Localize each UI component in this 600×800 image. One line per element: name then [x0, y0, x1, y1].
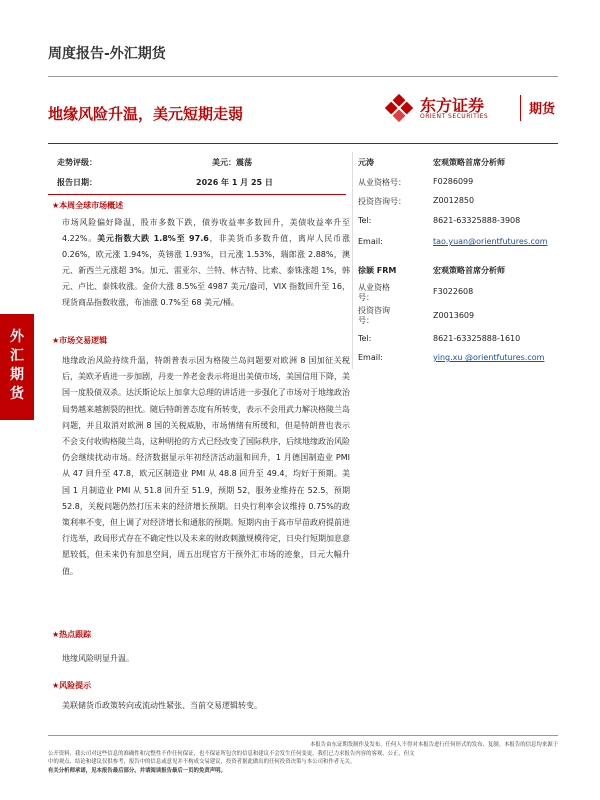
top-divider: [48, 76, 558, 77]
footer-divider: [48, 735, 558, 736]
analyst-qual-label-cont: 号：: [358, 293, 374, 302]
analyst-qual-number: F0286099: [433, 177, 474, 186]
analyst-name: 元涛: [358, 158, 374, 167]
analyst-name: 徐颖 FRM: [358, 266, 397, 275]
column-divider: [352, 152, 353, 369]
analyst-email-link[interactable]: tao.yuan@orientfutures.com: [433, 237, 548, 246]
section-body-risk: 美联储货币政策转向或流动性紧张、当前交易逻辑转变。: [62, 701, 262, 710]
date-value: 2026 年 1 月 25 日: [196, 178, 273, 187]
logo-tag: 期货: [529, 102, 556, 117]
analyst-consult-label: 投资咨询: [358, 306, 390, 315]
analyst-tel: 8621-63325888-1610: [433, 334, 521, 343]
analyst-tel-label: Tel:: [358, 216, 372, 225]
analyst-tel: 8621-63325888-3908: [433, 216, 521, 225]
disclaimer-line: 本报告由东证期货制作及发布，任何人不得对本报告进行任何形式的发布、复制。本报告的信息均来源于: [310, 742, 558, 748]
orient-logo-icon: [382, 91, 416, 125]
overview-text-highlight: 美元指数大跌 1.8%至 97.6: [97, 234, 209, 243]
side-tab-label: 外汇期货: [10, 329, 24, 402]
logo-subtitle: ORIENT SECURITIES: [420, 113, 489, 120]
analyst-consult-label-cont: 号：: [358, 316, 374, 325]
report-type: 周度报告-外汇期货: [48, 46, 166, 62]
analyst-qual-number: F3022608: [433, 287, 474, 296]
category-side-tab: [0, 314, 34, 420]
analyst-consult-label: 投资咨询号：: [358, 197, 406, 206]
rating-value: 美元：震荡: [212, 158, 252, 167]
analyst-qual-label: 从业资格: [358, 283, 390, 292]
date-label: 报告日期：: [57, 178, 97, 187]
analyst-consult-number: Z0012850: [433, 196, 475, 205]
section-body-overview: [62, 215, 350, 311]
report-headline: 地缘风险升温，美元短期走弱: [48, 105, 244, 123]
company-logo: [382, 91, 560, 127]
section-body-logic: 地缘政治风险持续升温，特朗普表示因为格陵兰岛问题要对欧洲 8 国加征关税后，美欧矛盾进一步加剧，丹麦一养老金表示将退出美债市场，美国信用下降，美国一度股债双杀。达沃斯论坛上加拿大总理的讲话进一步强化了市场对于地缘政治局势越来越割裂的担忧。随后特朗普态度有所转变，表示不会用武力解决格陵兰岛问题，并且取消对欧洲 8 国的关税威胁，市场情绪有所缓和，但是特朗普也表示不会支付收购格陵兰岛，这种明抢的方式已经改变了国际秩序，后续地缘政治风险仍会继续扰动市场。经济数据显示年初经济活动温和回升，1 月德国制造业 PMI 从 47 回升至 47.8，欧元区制造业 PMI 从 48.8 回升至 49.4，均好于预期。美国 1 月制造业 PMI 从 51.8 回升至 51.9，预期 52，服务业维持在 52.5，预期 52.8，关税问题仍然打压未来的经济增长预期。日央行利率会议维持 0.75%的政策利率不变，但上调了对经济增长和通胀的预期。短期内由于高市早苗政府提前进行选举，政局形式存在不确定性以及未来的财政刺激规模待定，日央行短期加息意愿较低，但未来仍有加息空间，周五出现官方干预外汇市场的迹象，日元大幅升值。: [62, 356, 350, 576]
header-divider: [48, 143, 558, 144]
section-body-hotspot: 地缘风险明显升温。: [62, 654, 134, 663]
overview-text-post: ，非美货币多数升值，离岸人民币涨 0.26%，欧元涨 1.94%，英镑涨 1.93%，日元涨 1.53%，瑞郎涨 2.88%，澳元、新西兰元涨超 3%。加元、雷亚尔、兰特、林吉特、比索、泰铢涨超 1%，韩元、卢比、泰铢收涨。金价大涨 8.5%至 4987 美元/盎司，VIX 指数回升至 16，现货商品指数收涨，布油涨 0.7%至 68 美元/桶。: [62, 234, 350, 307]
logo-divider: [520, 95, 521, 121]
analyst-tel-label: Tel:: [358, 334, 372, 343]
rating-label: 走势评级：: [57, 158, 97, 167]
analyst-email-link[interactable]: ying.xu @orientfutures.com: [433, 353, 545, 362]
analyst-qual-label: 从业资格号：: [358, 178, 406, 187]
section-title-hotspot: ★热点跟踪: [52, 630, 92, 639]
disclaimer-line: 公开资料，我公司对这些信息的准确性和完整性不作任何保证，也不保证所包含的信息和建议不会发生任何变更。我们已力求报告内容的客观、公正，但文: [48, 750, 415, 757]
logo-name: 东方证券: [420, 96, 485, 115]
meta-divider: [48, 194, 346, 195]
section-title-risk: ★风险提示: [52, 681, 92, 690]
overview-text-pre: 市场风险偏好降温，股市多数下跌，债券收益率多数回升，美债收益率升至 4.22%。: [62, 218, 350, 243]
analyst-consult-number: Z0013609: [433, 311, 475, 320]
analyst-title: 宏观策略首席分析师: [433, 158, 505, 167]
disclaimer-line: 中的观点、结论和建议仅供参考，报告中的信息或意见并不构成交易建议，投资者据此做出的任何投资决策与本公司和作者无关。: [48, 759, 356, 765]
analyst-title: 宏观策略首席分析师: [433, 266, 505, 275]
section-title-logic: ★市场交易逻辑: [52, 336, 108, 345]
section-title-overview: ★本周全球市场概述: [52, 201, 124, 210]
analyst-email-label: Email:: [358, 353, 383, 362]
analyst-email-label: Email:: [358, 237, 383, 246]
disclaimer-notice: 有关分析师承诺，见本报告最后部分。并请阅读报告最后一页的免责声明。: [48, 767, 226, 774]
disclaimer-footer: [48, 741, 558, 775]
